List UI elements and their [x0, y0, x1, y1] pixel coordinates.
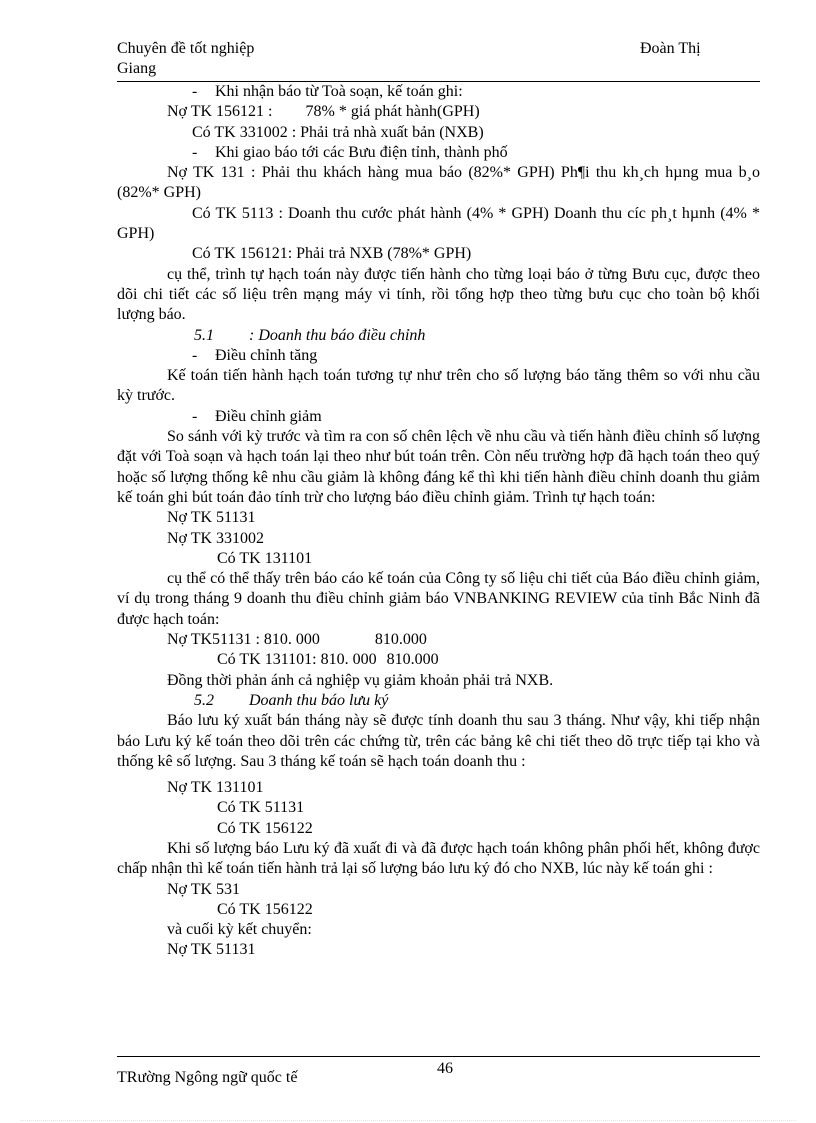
entry-line: Có TK 156122 [217, 819, 313, 837]
entry-line: Nợ TK 51131 [167, 941, 256, 959]
entry-line: Có TK 131101: 810. 000 810.000 [217, 651, 439, 669]
page-footer [117, 1056, 760, 1097]
entry-line: Có TK 51131 [217, 799, 305, 817]
footer-school: TRường Ngông ngữ quốc tế [117, 1069, 298, 1086]
entry-line: Nợ TK 131 : Phải thu khách hàng mua báo (82%* GPH) Ph¶i thu kh¸ch hµng mua b¸o (82%* GPH) [117, 164, 760, 202]
page-edge-divider [20, 1120, 796, 1121]
entry-line: Có TK 5113 : Doanh thu cước phát hành (4% * GPH) Doanh thu cíc ph¸t hµnh (4% * GPH) [117, 204, 760, 243]
section-heading: 5.2 Doanh thu báo lưu ký [194, 691, 389, 709]
bullet-item: - Khi giao báo tới các Bưu điện tỉnh, thành phố [192, 143, 508, 161]
entry-line: Nợ TK 531 [167, 880, 241, 898]
document-body [117, 82, 760, 961]
paragraph: Kế toán tiến hành hạch toán tương tự như trên cho số lượng báo tăng thêm so với nhu cầu kỳ trước. [117, 367, 760, 405]
section-heading: 5.1 : Doanh thu báo điều chỉnh [194, 326, 426, 344]
paragraph: cụ thể có thể thấy trên báo cáo kế toán của Công ty số liệu chi tiết của Báo điều chỉnh giảm, ví dụ trong tháng 9 doanh thu điều chỉnh giảm báo VNBANKING REVIEW của tỉnh Bắc Ninh đã được hạch toán: [117, 570, 760, 628]
header-title: Chuyên đề tốt nghiệp [117, 40, 255, 57]
bullet-item: - Điều chỉnh giảm [192, 407, 322, 425]
paragraph: Khi số lượng báo Lưu ký đã xuất đi và đã được hạch toán không phân phối hết, không được chấp nhận thì kế toán tiến hành trả lại số lượng báo lưu ký đó cho NXB, lúc này kế toán ghi : [117, 839, 760, 878]
paragraph: cụ thể, trình tự hạch toán này được tiến hành cho từng loại báo ở từng Bưu cục, được theo dõi chi tiết các số liệu trên mạng máy vi tính, rồi tổng hợp theo từng bưu cục cho toàn bộ khối lượng báo. [117, 265, 760, 324]
paragraph: So sánh với kỳ trước và tìm ra con số chên lệch về nhu cầu và tiến hành điều chỉnh số lượng đặt với Toà soạn và hạch toán lại theo như bút toán trên. Còn nếu trường hợp đã hạch toán theo quý hoặc số lượng thống kê nhu cầu giảm là không đáng kể thì khi tiến hành điều chỉnh doanh thu giảm kế toán ghi bút toán đảo tính trừ cho lượng báo điều chỉnh giảm. Trình tự hạch toán: [117, 428, 760, 506]
header-author-continued: Giang [117, 60, 157, 77]
paragraph: Báo lưu ký xuất bán tháng này sẽ được tính doanh thu sau 3 tháng. Như vậy, khi tiếp nhận báo Lưu ký kế toán theo dõi trên các chứng từ, trên các bảng kê chi tiết theo dõ trực tiếp tại kho và thống kê số lượng. Sau 3 tháng kế toán sẽ hạch toán doanh thu : [117, 712, 760, 770]
entry-line: Nợ TK 131101 [167, 779, 264, 797]
page-header [117, 37, 760, 82]
entry-line: và cuối kỳ kết chuyển: [167, 921, 312, 939]
entry-line: Nợ TK 51131 [167, 509, 256, 527]
page-number: 46 [437, 1060, 453, 1077]
bullet-item: - Khi nhận báo từ Toà soạn, kế toán ghi: [192, 83, 463, 100]
entry-line: Có TK 156121: Phải trả NXB (78%* GPH) [192, 245, 472, 263]
entry-line: Có TK 131101 [217, 549, 313, 567]
entry-line: Nợ TK51131 : 810. 000 810.000 [167, 631, 427, 649]
bullet-item: - Điều chỉnh tăng [192, 346, 318, 364]
entry-line: Nợ TK 156121 : 78% * giá phát hành(GPH) [167, 103, 480, 121]
paragraph: Đồng thời phản ánh cả nghiệp vụ giảm khoản phải trả NXB. [167, 671, 554, 689]
entry-line: Nợ TK 331002 [167, 529, 265, 547]
entry-line: Có TK 331002 : Phải trả nhà xuất bản (NXB) [192, 123, 484, 141]
entry-line: Có TK 156122 [217, 900, 313, 918]
header-author: Đoàn Thị [640, 40, 701, 57]
